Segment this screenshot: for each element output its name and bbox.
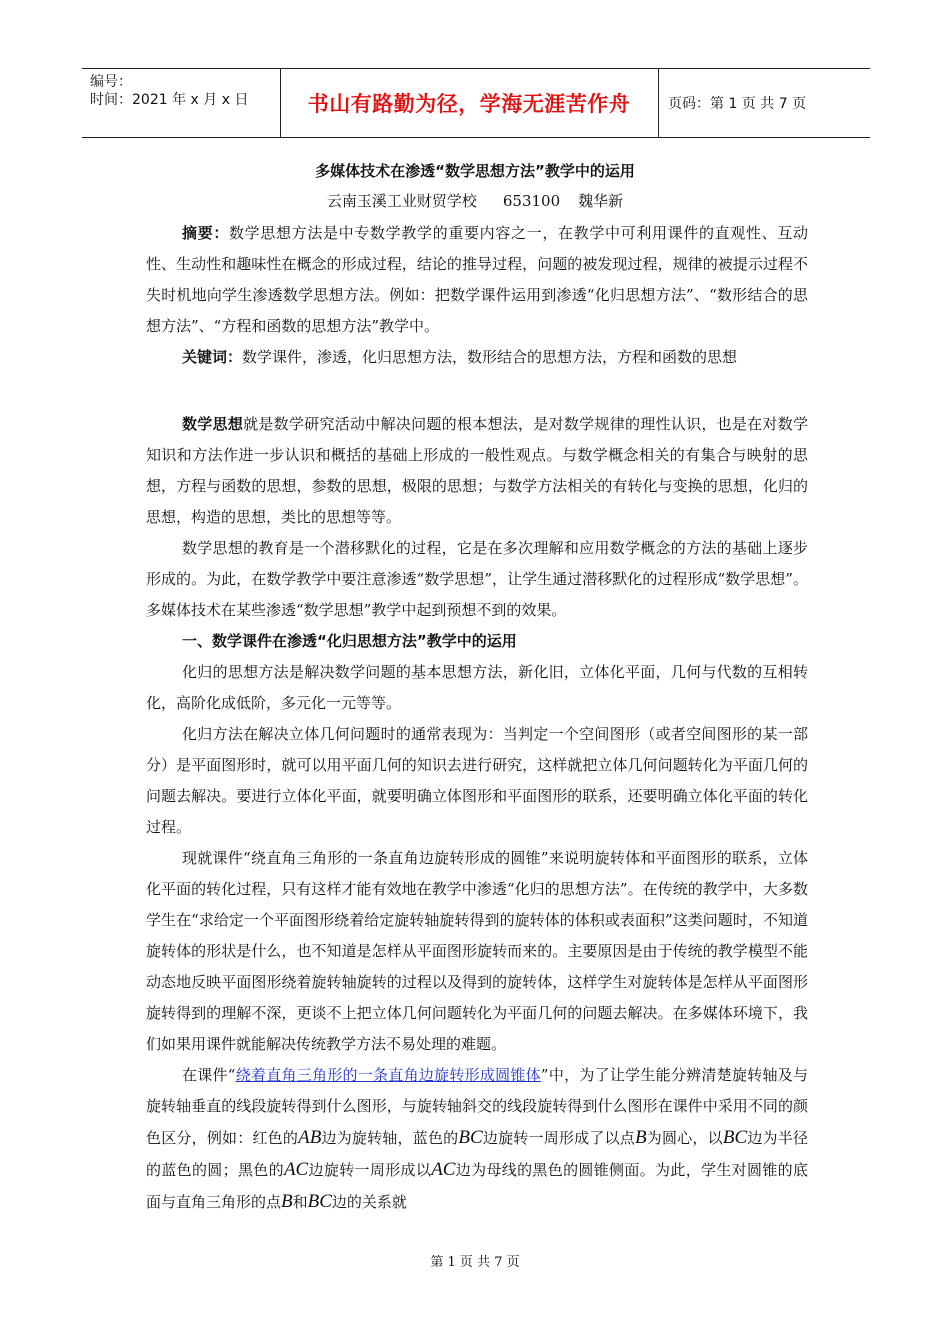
author-postcode: 653100 <box>502 192 561 210</box>
math-bc-2: BC <box>722 1127 748 1148</box>
p6-text-7: 边旋转一周形成以 <box>308 1161 432 1179</box>
keywords-paragraph <box>146 342 808 373</box>
document-header <box>82 68 870 138</box>
header-motto <box>280 69 659 137</box>
document-body <box>146 218 808 1218</box>
p6-text-4: 边旋转一周形成了以点 <box>482 1129 635 1147</box>
header-page-info <box>658 69 870 137</box>
paragraph-4: 化归方法在解决立体几何问题时的通常表现为：当判定一个空间图形（或者空间图形的某一部分）是平面图形时，就可以用平面几何的知识去进行研究，这样就把立体几何问题转化为平面几何的问题去解决。要进行立体化平面，就要明确立体图形和平面图形的联系，还要明确立体化平面的转化过程。 <box>146 725 808 836</box>
abstract-text: 数学思想方法是中专数学教学的重要内容之一，在教学中可利用课件的直观性、互动性、生动性和趣味性在概念的形成过程，结论的推导过程，问题的被发现过程，规律的被提示过程不失时机地向学生渗透数学思想方法。例如：把数学课件运用到渗透“化归思想方法”、“数形结合的思想方法”、“方程和函数的思想方法”教学中。 <box>146 224 808 335</box>
keywords-text: 数学课件，渗透，化归思想方法，数形结合的思想方法，方程和函数的思想 <box>242 348 738 366</box>
document-title: 多媒体技术在渗透“数学思想方法”教学中的运用 <box>315 162 635 180</box>
paragraph-1 <box>146 409 808 533</box>
author-line <box>0 190 950 211</box>
p6-text-1: 在课件“ <box>182 1066 236 1084</box>
courseware-link[interactable]: 绕着直角三角形的一条直角边旋转形成圆锥体 <box>235 1066 541 1084</box>
math-b-2: B <box>281 1191 293 1212</box>
math-bc-3: BC <box>307 1191 332 1212</box>
p6-text-9: 和 <box>292 1193 308 1211</box>
p6-text-5: 为圆心，以 <box>646 1129 723 1147</box>
paragraph-1-text: 就是数学研究活动中解决问题的根本想法，是对数学规律的理性认识，也是在对数学知识和方法作进一步认识和概括的基础上形成的一般性观点。与数学概念相关的有集合与映射的思想，方程与函数的思想，参数的思想，极限的思想；与数学方法相关的有转化与变换的思想，化归的思想，构造的思想，类比的思想等等。 <box>146 415 808 526</box>
math-bc: BC <box>458 1127 483 1148</box>
author-name: 魏华新 <box>578 192 624 210</box>
math-ab: AB <box>298 1127 322 1148</box>
p6-text-8: 边为母线的黑色的圆锥侧面。为此，学生对圆锥的底面与直角三角形的点 <box>146 1161 808 1211</box>
p6-text-2: ”中，为了让学生能分辨清楚旋转轴及与旋转轴垂直的线段旋转得到什么图形，与旋转轴斜交的线段旋转得到什么图形在课件中采用不同的颜色区分，例如：红色的 <box>146 1066 808 1147</box>
paragraph-6 <box>146 1060 808 1218</box>
abstract-block <box>146 218 808 373</box>
date-label: 时间：2021 年 x 月 x 日 <box>90 92 249 108</box>
keywords-label: 关键词： <box>182 348 243 366</box>
abstract-paragraph <box>146 218 808 342</box>
abstract-label: 摘要： <box>182 224 229 242</box>
paragraph-2: 数学思想的教育是一个潜移默化的过程，它是在多次理解和应用数学概念的方法的基础上逐步形成的。为此，在数学教学中要注意渗透“数学思想”，让学生通过潜移默化的过程形成“数学思想”。多媒体技术在某些渗透“数学思想”教学中起到预想不到的效果。 <box>146 539 808 619</box>
author-school: 云南玉溪工业财贸学校 <box>326 192 477 210</box>
main-text <box>146 409 808 1218</box>
paragraph-1-lead: 数学思想 <box>182 415 244 433</box>
p6-text-6: 边为半径的蓝色的圆；黑色的 <box>146 1129 808 1179</box>
section-heading-1: 一、数学课件在渗透“化归思想方法”教学中的运用 <box>182 632 517 650</box>
math-ac-2: AC <box>431 1159 456 1180</box>
p6-text-3: 边为旋转轴，蓝色的 <box>321 1129 459 1147</box>
paragraph-3: 化归的思想方法是解决数学问题的基本思想方法，新化旧，立体化平面，几何与代数的互相转化，高阶化成低阶，多元化一元等等。 <box>146 663 808 712</box>
number-label: 编号： <box>90 74 132 90</box>
page-info-text: 页码：第 1 页 共 7 页 <box>668 96 807 112</box>
math-ac: AC <box>283 1159 309 1180</box>
paragraph-5: 现就课件“绕直角三角形的一条直角边旋转形成的圆锥”来说明旋转体和平面图形的联系，立体化平面的转化过程，只有这样才能有效地在教学中渗透“化归的思想方法”。在传统的教学中，大多数学生在“求给定一个平面图形绕着给定旋转轴旋转得到的旋转体的体积或表面积”这类问题时，不知道旋转体的形状是什么，也不知道是怎样从平面图形旋转而来的。主要原因是由于传统的教学模型不能动态地反映平面图形绕着旋转轴旋转的过程以及得到的旋转体，这样学生对旋转体是怎样从平面图形旋转得到的理解不深，更谈不上把立体几何问题转化为平面几何的问题去解决。在多媒体环境下，我们如果用课件就能解决传统教学方法不易处理的难题。 <box>146 849 808 1053</box>
p6-text-10: 边的关系就 <box>331 1193 407 1211</box>
header-meta <box>82 69 281 137</box>
page-footer: 第 1 页 共 7 页 <box>430 1255 520 1270</box>
math-b: B <box>634 1127 647 1148</box>
motto-text: 书山有路勤为径，学海无涯苦作舟 <box>307 92 631 116</box>
